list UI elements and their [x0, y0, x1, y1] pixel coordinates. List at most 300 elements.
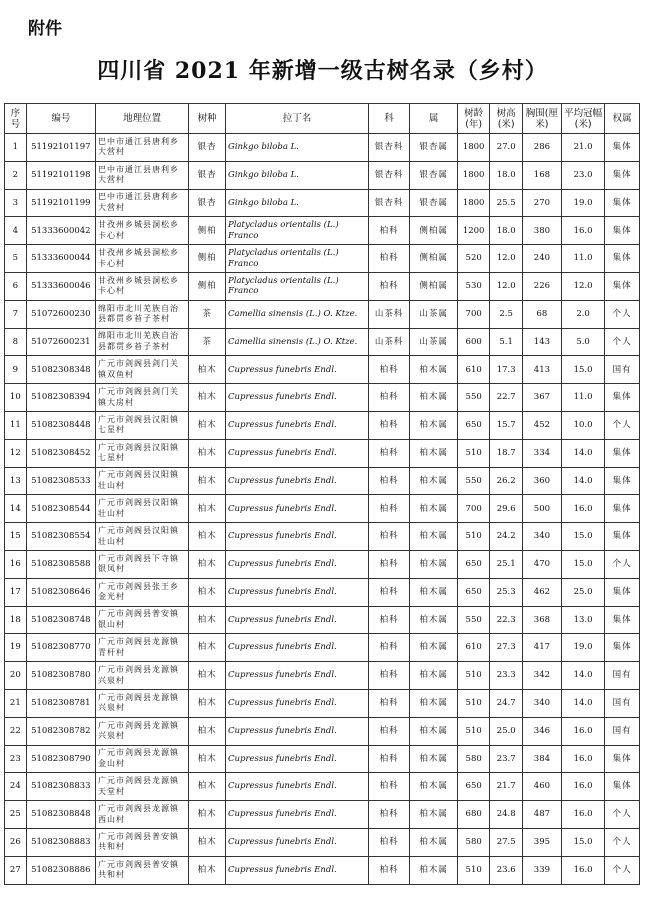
cell-height: 27.0: [490, 134, 523, 162]
cell-height: 24.2: [490, 523, 523, 551]
cell-location: 广元市剑阁县龙源镇金山村: [96, 745, 189, 773]
cell-id: 51082308544: [26, 495, 95, 523]
cell-id: 51082308782: [26, 717, 95, 745]
cell-crown: 19.0: [561, 189, 604, 217]
cell-species: 柏木: [189, 550, 226, 578]
cell-owner: 集体: [605, 578, 640, 606]
cell-latin: Ginkgo biloba L.: [226, 134, 369, 162]
table-row: [5, 245, 640, 273]
cell-genus: 柏木属: [410, 662, 458, 690]
cell-latin: Platycladus orientalis (L.) Franco: [226, 245, 369, 273]
cell-genus: 柏木属: [410, 384, 458, 412]
cell-crown: 16.0: [561, 856, 604, 884]
cell-location: 广元市剑阁县龙源镇青杆村: [96, 634, 189, 662]
cell-genus: 柏木属: [410, 745, 458, 773]
cell-age: 1800: [457, 161, 490, 189]
cell-owner: 国有: [605, 689, 640, 717]
cell-girth: 286: [522, 134, 561, 162]
cell-latin: Platycladus orientalis (L.) Franco: [226, 272, 369, 300]
cell-id: 51082308780: [26, 662, 95, 690]
cell-genus: 山茶属: [410, 328, 458, 356]
cell-latin: Cupressus funebris Endl.: [226, 856, 369, 884]
cell-family: 柏科: [369, 828, 410, 856]
cell-owner: 集体: [605, 467, 640, 495]
col-header-family: 科: [369, 104, 410, 134]
cell-genus: 柏木属: [410, 439, 458, 467]
cell-latin: Cupressus funebris Endl.: [226, 411, 369, 439]
cell-species: 柏木: [189, 717, 226, 745]
cell-species: 银杏: [189, 189, 226, 217]
cell-age: 550: [457, 606, 490, 634]
cell-girth: 384: [522, 745, 561, 773]
cell-owner: 集体: [605, 189, 640, 217]
cell-crown: 12.0: [561, 272, 604, 300]
cell-height: 22.7: [490, 384, 523, 412]
cell-crown: 16.0: [561, 773, 604, 801]
cell-girth: 226: [522, 272, 561, 300]
cell-crown: 14.0: [561, 662, 604, 690]
cell-species: 侧柏: [189, 245, 226, 273]
cell-location: 广元市剑阁县汉阳镇壮山村: [96, 523, 189, 551]
cell-id: 51082308748: [26, 606, 95, 634]
cell-height: 15.7: [490, 411, 523, 439]
cell-genus: 柏木属: [410, 495, 458, 523]
cell-no: 27: [5, 856, 27, 884]
cell-latin: Cupressus funebris Endl.: [226, 689, 369, 717]
cell-latin: Cupressus funebris Endl.: [226, 634, 369, 662]
col-header-latin: 拉丁名: [226, 104, 369, 134]
cell-crown: 10.0: [561, 411, 604, 439]
cell-genus: 柏木属: [410, 467, 458, 495]
table-row: [5, 578, 640, 606]
cell-height: 25.5: [490, 189, 523, 217]
cell-age: 610: [457, 356, 490, 384]
table-row: [5, 662, 640, 690]
cell-species: 柏木: [189, 745, 226, 773]
cell-girth: 270: [522, 189, 561, 217]
cell-location: 广元市剑阁县汉阳镇壮山村: [96, 495, 189, 523]
cell-family: 山茶科: [369, 300, 410, 328]
col-header-genus: 属: [410, 104, 458, 134]
cell-location: 广元市剑阁县龙源镇西山村: [96, 801, 189, 829]
cell-species: 茶: [189, 300, 226, 328]
table-row: [5, 717, 640, 745]
cell-genus: 银杏属: [410, 134, 458, 162]
cell-family: 柏科: [369, 745, 410, 773]
ancient-tree-table: [4, 103, 640, 885]
cell-species: 柏木: [189, 828, 226, 856]
cell-crown: 16.0: [561, 495, 604, 523]
table-row: [5, 189, 640, 217]
cell-no: 24: [5, 773, 27, 801]
cell-no: 22: [5, 717, 27, 745]
cell-location: 广元市剑阁县汉阳镇七星村: [96, 439, 189, 467]
col-header-owner: 权属: [605, 104, 640, 134]
cell-girth: 470: [522, 550, 561, 578]
cell-id: 51333600042: [26, 217, 95, 245]
cell-girth: 380: [522, 217, 561, 245]
cell-species: 柏木: [189, 439, 226, 467]
col-header-species: 树种: [189, 104, 226, 134]
table-row: [5, 523, 640, 551]
table-row: [5, 411, 640, 439]
cell-age: 510: [457, 689, 490, 717]
cell-location: 广元市剑阁县龙源镇天堂村: [96, 773, 189, 801]
table-row: [5, 495, 640, 523]
cell-no: 15: [5, 523, 27, 551]
table-row: [5, 689, 640, 717]
cell-owner: 集体: [605, 272, 640, 300]
cell-girth: 342: [522, 662, 561, 690]
cell-id: 51192101198: [26, 161, 95, 189]
cell-species: 侧柏: [189, 217, 226, 245]
cell-height: 18.7: [490, 439, 523, 467]
cell-no: 18: [5, 606, 27, 634]
cell-owner: 集体: [605, 773, 640, 801]
cell-id: 51333600044: [26, 245, 95, 273]
cell-age: 1800: [457, 189, 490, 217]
table-row: [5, 745, 640, 773]
table-row: [5, 801, 640, 829]
cell-family: 山茶科: [369, 328, 410, 356]
cell-genus: 柏木属: [410, 717, 458, 745]
cell-location: 广元市剑阁县普安镇共和村: [96, 828, 189, 856]
cell-height: 12.0: [490, 245, 523, 273]
cell-owner: 国有: [605, 356, 640, 384]
cell-family: 银杏科: [369, 161, 410, 189]
cell-height: 29.6: [490, 495, 523, 523]
cell-id: 51082308886: [26, 856, 95, 884]
table-row: [5, 606, 640, 634]
cell-no: 8: [5, 328, 27, 356]
cell-height: 25.0: [490, 717, 523, 745]
cell-location: 甘孜州乡城县洞松乡卡心村: [96, 245, 189, 273]
cell-girth: 360: [522, 467, 561, 495]
cell-genus: 柏木属: [410, 578, 458, 606]
cell-owner: 集体: [605, 245, 640, 273]
cell-age: 580: [457, 828, 490, 856]
cell-girth: 487: [522, 801, 561, 829]
table-body: [5, 134, 640, 885]
cell-crown: 2.0: [561, 300, 604, 328]
cell-location: 广元市剑阁县普安镇共和村: [96, 856, 189, 884]
cell-id: 51082308833: [26, 773, 95, 801]
cell-no: 14: [5, 495, 27, 523]
cell-height: 18.0: [490, 161, 523, 189]
cell-no: 13: [5, 467, 27, 495]
cell-latin: Cupressus funebris Endl.: [226, 773, 369, 801]
cell-age: 1200: [457, 217, 490, 245]
cell-id: 51082308883: [26, 828, 95, 856]
cell-genus: 柏木属: [410, 801, 458, 829]
table-row: [5, 828, 640, 856]
cell-age: 650: [457, 550, 490, 578]
cell-owner: 集体: [605, 495, 640, 523]
table-row: [5, 356, 640, 384]
cell-crown: 23.0: [561, 161, 604, 189]
cell-girth: 452: [522, 411, 561, 439]
cell-species: 柏木: [189, 662, 226, 690]
cell-no: 25: [5, 801, 27, 829]
cell-latin: Cupressus funebris Endl.: [226, 828, 369, 856]
cell-height: 21.7: [490, 773, 523, 801]
cell-no: 16: [5, 550, 27, 578]
cell-no: 21: [5, 689, 27, 717]
cell-species: 银杏: [189, 161, 226, 189]
cell-latin: Cupressus funebris Endl.: [226, 745, 369, 773]
cell-id: 51082308790: [26, 745, 95, 773]
table-row: [5, 161, 640, 189]
cell-species: 柏木: [189, 384, 226, 412]
cell-location: 广元市剑阁县剑门关镇大房村: [96, 384, 189, 412]
cell-height: 27.3: [490, 634, 523, 662]
cell-height: 2.5: [490, 300, 523, 328]
cell-owner: 个人: [605, 411, 640, 439]
cell-id: 51082308781: [26, 689, 95, 717]
cell-family: 柏科: [369, 439, 410, 467]
cell-crown: 15.0: [561, 828, 604, 856]
cell-owner: 集体: [605, 634, 640, 662]
cell-location: 广元市剑阁县下寺镇银凤村: [96, 550, 189, 578]
cell-height: 18.0: [490, 217, 523, 245]
cell-genus: 柏木属: [410, 356, 458, 384]
table-row: [5, 856, 640, 884]
cell-girth: 417: [522, 634, 561, 662]
cell-age: 510: [457, 717, 490, 745]
cell-crown: 16.0: [561, 217, 604, 245]
cell-no: 12: [5, 439, 27, 467]
cell-species: 柏木: [189, 689, 226, 717]
document-title: 四川省 2021 年新增一级古树名录（乡村）: [97, 58, 548, 84]
cell-family: 柏科: [369, 662, 410, 690]
cell-girth: 500: [522, 495, 561, 523]
cell-no: 5: [5, 245, 27, 273]
cell-crown: 15.0: [561, 550, 604, 578]
cell-id: 51072600230: [26, 300, 95, 328]
cell-latin: Cupressus funebris Endl.: [226, 578, 369, 606]
cell-species: 柏木: [189, 801, 226, 829]
cell-girth: 68: [522, 300, 561, 328]
cell-no: 2: [5, 161, 27, 189]
cell-age: 510: [457, 856, 490, 884]
cell-latin: Platycladus orientalis (L.) Franco: [226, 217, 369, 245]
cell-no: 3: [5, 189, 27, 217]
cell-no: 11: [5, 411, 27, 439]
cell-crown: 11.0: [561, 245, 604, 273]
cell-crown: 16.0: [561, 745, 604, 773]
cell-age: 550: [457, 467, 490, 495]
cell-owner: 集体: [605, 134, 640, 162]
cell-height: 23.7: [490, 745, 523, 773]
cell-id: 51082308770: [26, 634, 95, 662]
cell-latin: Cupressus funebris Endl.: [226, 801, 369, 829]
table-header-row: [5, 104, 640, 134]
cell-genus: 柏木属: [410, 828, 458, 856]
cell-latin: Ginkgo biloba L.: [226, 189, 369, 217]
cell-latin: Cupressus funebris Endl.: [226, 356, 369, 384]
cell-id: 51082308588: [26, 550, 95, 578]
cell-age: 520: [457, 245, 490, 273]
cell-id: 51082308452: [26, 439, 95, 467]
cell-girth: 334: [522, 439, 561, 467]
cell-girth: 340: [522, 523, 561, 551]
cell-family: 柏科: [369, 217, 410, 245]
cell-family: 柏科: [369, 245, 410, 273]
cell-species: 柏木: [189, 467, 226, 495]
cell-age: 510: [457, 662, 490, 690]
cell-family: 柏科: [369, 411, 410, 439]
cell-family: 柏科: [369, 856, 410, 884]
table-row: [5, 272, 640, 300]
cell-girth: 395: [522, 828, 561, 856]
cell-crown: 14.0: [561, 689, 604, 717]
cell-location: 绵阳市北川羌族自治县都贯乡苔子茶村: [96, 328, 189, 356]
cell-latin: Cupressus funebris Endl.: [226, 523, 369, 551]
cell-height: 22.3: [490, 606, 523, 634]
cell-species: 银杏: [189, 134, 226, 162]
cell-family: 柏科: [369, 634, 410, 662]
cell-owner: 集体: [605, 606, 640, 634]
cell-genus: 侧柏属: [410, 217, 458, 245]
cell-age: 700: [457, 495, 490, 523]
cell-family: 柏科: [369, 773, 410, 801]
cell-location: 巴中市通江县唐利乡大营村: [96, 161, 189, 189]
cell-crown: 14.0: [561, 439, 604, 467]
cell-no: 23: [5, 745, 27, 773]
cell-girth: 346: [522, 717, 561, 745]
cell-owner: 个人: [605, 300, 640, 328]
cell-owner: 集体: [605, 217, 640, 245]
cell-genus: 柏木属: [410, 856, 458, 884]
cell-owner: 个人: [605, 328, 640, 356]
cell-age: 580: [457, 745, 490, 773]
cell-age: 650: [457, 411, 490, 439]
cell-crown: 13.0: [561, 606, 604, 634]
cell-genus: 银杏属: [410, 189, 458, 217]
cell-girth: 367: [522, 384, 561, 412]
cell-owner: 集体: [605, 384, 640, 412]
cell-family: 柏科: [369, 717, 410, 745]
cell-location: 广元市剑阁县龙源镇兴泉村: [96, 662, 189, 690]
cell-crown: 11.0: [561, 384, 604, 412]
cell-family: 柏科: [369, 495, 410, 523]
cell-owner: 国有: [605, 662, 640, 690]
cell-genus: 侧柏属: [410, 272, 458, 300]
col-header-id: 编号: [26, 104, 95, 134]
cell-id: 51082308848: [26, 801, 95, 829]
cell-genus: 山茶属: [410, 300, 458, 328]
cell-age: 680: [457, 801, 490, 829]
col-header-height: 树高(米): [490, 104, 523, 134]
cell-owner: 集体: [605, 439, 640, 467]
cell-owner: 个人: [605, 550, 640, 578]
cell-latin: Cupressus funebris Endl.: [226, 439, 369, 467]
cell-family: 柏科: [369, 606, 410, 634]
cell-no: 1: [5, 134, 27, 162]
cell-family: 柏科: [369, 578, 410, 606]
cell-girth: 462: [522, 578, 561, 606]
cell-location: 绵阳市北川羌族自治县都贯乡苔子茶村: [96, 300, 189, 328]
cell-id: 51082308348: [26, 356, 95, 384]
cell-location: 甘孜州乡城县洞松乡卡心村: [96, 217, 189, 245]
cell-latin: Cupressus funebris Endl.: [226, 662, 369, 690]
cell-owner: 集体: [605, 161, 640, 189]
cell-species: 柏木: [189, 495, 226, 523]
cell-genus: 柏木属: [410, 411, 458, 439]
cell-id: 51082308394: [26, 384, 95, 412]
cell-owner: 个人: [605, 828, 640, 856]
cell-crown: 21.0: [561, 134, 604, 162]
cell-crown: 16.0: [561, 801, 604, 829]
cell-genus: 柏木属: [410, 773, 458, 801]
cell-age: 600: [457, 328, 490, 356]
cell-girth: 168: [522, 161, 561, 189]
cell-species: 茶: [189, 328, 226, 356]
cell-latin: Camellia sinensis (L.) O. Ktze.: [226, 328, 369, 356]
cell-id: 51333600046: [26, 272, 95, 300]
cell-species: 柏木: [189, 523, 226, 551]
table-row: [5, 550, 640, 578]
cell-no: 20: [5, 662, 27, 690]
col-header-location: 地理位置: [96, 104, 189, 134]
cell-girth: 143: [522, 328, 561, 356]
cell-family: 柏科: [369, 384, 410, 412]
cell-id: 51192101197: [26, 134, 95, 162]
cell-owner: 国有: [605, 717, 640, 745]
cell-latin: Cupressus funebris Endl.: [226, 606, 369, 634]
cell-girth: 240: [522, 245, 561, 273]
col-header-crown: 平均冠幅(米): [561, 104, 604, 134]
cell-location: 巴中市通江县唐利乡大营村: [96, 134, 189, 162]
cell-girth: 339: [522, 856, 561, 884]
cell-family: 柏科: [369, 467, 410, 495]
cell-crown: 15.0: [561, 523, 604, 551]
cell-crown: 25.0: [561, 578, 604, 606]
cell-latin: Cupressus funebris Endl.: [226, 717, 369, 745]
cell-height: 24.7: [490, 689, 523, 717]
cell-id: 51192101199: [26, 189, 95, 217]
cell-height: 23.6: [490, 856, 523, 884]
table-row: [5, 467, 640, 495]
cell-id: 51082308533: [26, 467, 95, 495]
cell-height: 24.8: [490, 801, 523, 829]
cell-latin: Cupressus funebris Endl.: [226, 467, 369, 495]
cell-crown: 16.0: [561, 717, 604, 745]
cell-family: 柏科: [369, 356, 410, 384]
col-header-girth: 胸围(厘米): [522, 104, 561, 134]
cell-location: 广元市剑阁县汉阳镇壮山村: [96, 467, 189, 495]
table-row: [5, 134, 640, 162]
cell-age: 650: [457, 578, 490, 606]
cell-family: 柏科: [369, 689, 410, 717]
cell-species: 柏木: [189, 578, 226, 606]
cell-age: 550: [457, 384, 490, 412]
cell-family: 银杏科: [369, 134, 410, 162]
cell-height: 27.5: [490, 828, 523, 856]
cell-no: 19: [5, 634, 27, 662]
cell-age: 1800: [457, 134, 490, 162]
cell-location: 甘孜州乡城县洞松乡卡心村: [96, 272, 189, 300]
cell-latin: Cupressus funebris Endl.: [226, 384, 369, 412]
cell-crown: 14.0: [561, 467, 604, 495]
cell-height: 26.2: [490, 467, 523, 495]
cell-owner: 个人: [605, 801, 640, 829]
cell-age: 510: [457, 439, 490, 467]
cell-location: 广元市剑阁县普安镇银山村: [96, 606, 189, 634]
table-row: [5, 328, 640, 356]
cell-latin: Camellia sinensis (L.) O. Ktze.: [226, 300, 369, 328]
cell-species: 柏木: [189, 356, 226, 384]
